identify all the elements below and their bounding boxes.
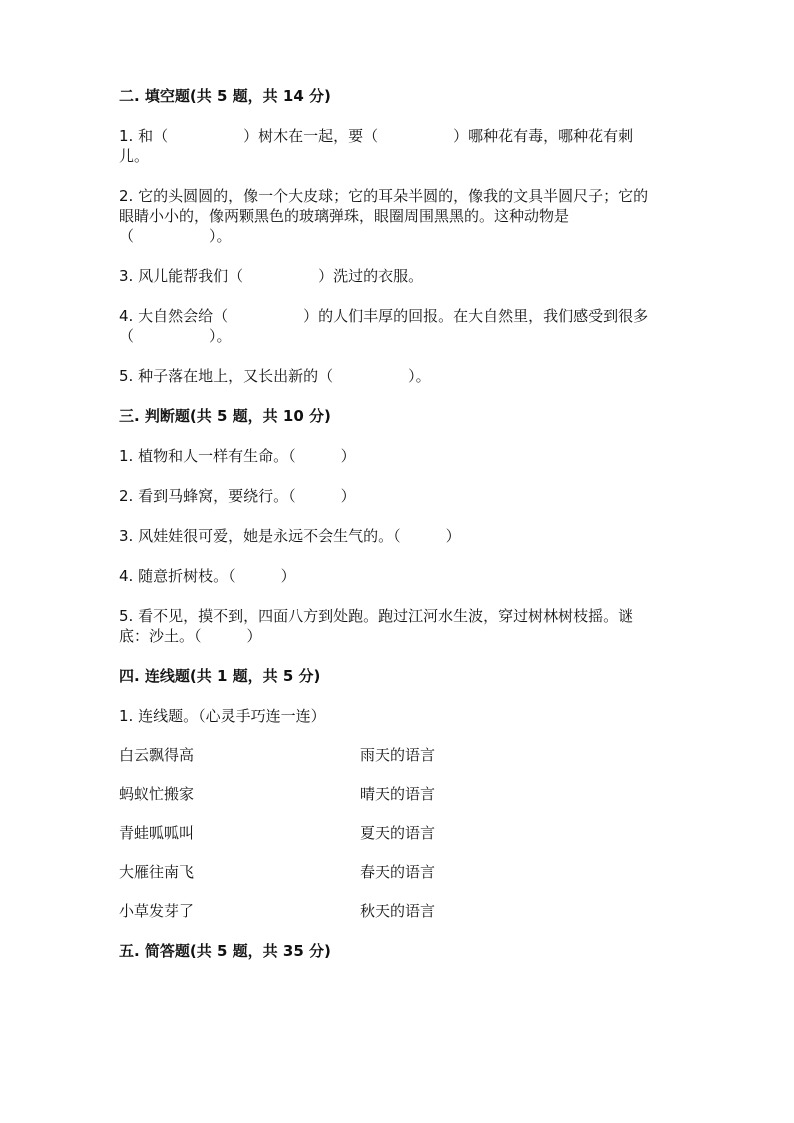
fill-in-question-5: 5. 种子落在地上，又长出新的（ ）。	[119, 367, 431, 385]
match-row	[119, 862, 679, 882]
judge-question-1: 1. 植物和人一样有生命。（ ）	[119, 447, 356, 465]
match-right-item: 夏天的语言	[360, 824, 436, 842]
fill-in-question-2: 2. 它的头圆圆的，像一个大皮球；它的耳朵半圆的，像我的文具半圆尺子；它的 眼睛小小的，像两颗黑色的玻璃弹珠，眼圈周围黑黑的。这种动物是 （ ）。	[119, 187, 649, 245]
match-left-item: 青蛙呱呱叫	[119, 824, 195, 842]
match-question: 1. 连线题。（心灵手巧连一连）	[119, 707, 326, 725]
match-left-item: 小草发芽了	[119, 902, 195, 920]
section-title-match: 四. 连线题(共 1 题，共 5 分)	[119, 667, 321, 685]
match-right-item: 秋天的语言	[360, 902, 436, 920]
match-left-item: 蚂蚁忙搬家	[119, 785, 195, 803]
match-row	[119, 784, 679, 804]
section-title-short-answer: 五. 简答题(共 5 题，共 35 分)	[119, 942, 331, 960]
match-row	[119, 745, 679, 765]
fill-in-question-3: 3. 风儿能帮我们（ ）洗过的衣服。	[119, 267, 424, 285]
match-right-item: 雨天的语言	[360, 746, 436, 764]
section-title-judge: 三. 判断题(共 5 题，共 10 分)	[119, 407, 331, 425]
judge-question-5: 5. 看不见，摸不到，四面八方到处跑。跑过江河水生波，穿过树林树枝摇。谜 底：沙土。（ ）	[119, 607, 634, 645]
fill-in-question-1: 1. 和（ ）树木在一起，要（ ）哪种花有毒，哪种花有刺 儿。	[119, 127, 634, 165]
match-row	[119, 901, 679, 921]
match-right-item: 春天的语言	[360, 863, 436, 881]
match-row	[119, 823, 679, 843]
exam-page	[119, 86, 679, 961]
match-left-item: 大雁往南飞	[119, 863, 195, 881]
judge-question-4: 4. 随意折树枝。（ ）	[119, 567, 296, 585]
section-title-fill-in: 二. 填空题(共 5 题，共 14 分)	[119, 87, 331, 105]
judge-question-2: 2. 看到马蜂窝，要绕行。（ ）	[119, 487, 356, 505]
match-right-item: 晴天的语言	[360, 785, 436, 803]
match-left-item: 白云飘得高	[119, 746, 195, 764]
fill-in-question-4: 4. 大自然会给（ ）的人们丰厚的回报。在大自然里，我们感受到很多 （ ）。	[119, 307, 649, 345]
judge-question-3: 3. 风娃娃很可爱，她是永远不会生气的。（ ）	[119, 527, 461, 545]
